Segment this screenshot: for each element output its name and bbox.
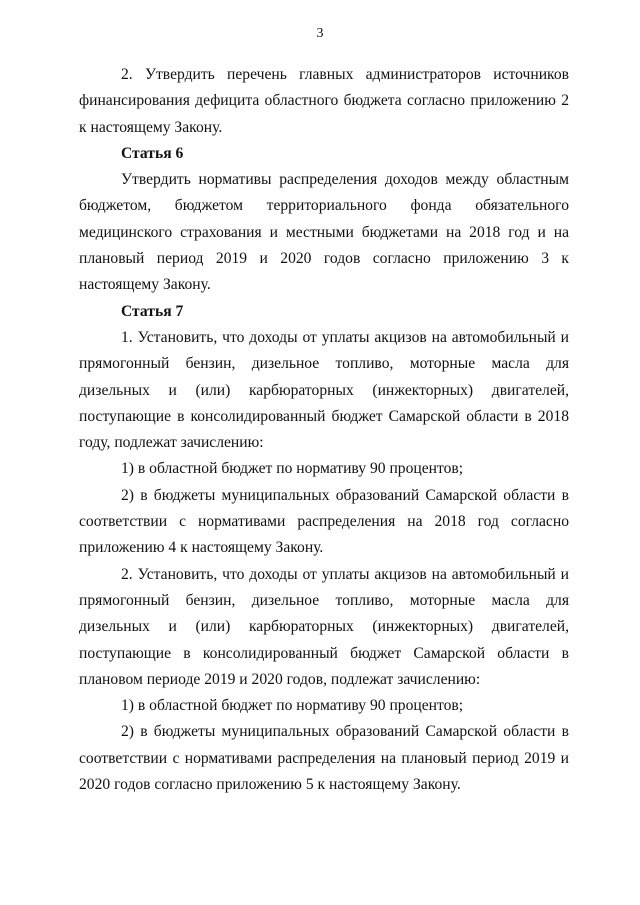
page-number: 3 <box>316 26 324 41</box>
article-7-part-2: 2. Установить, что доходы от уплаты акцизов на автомобильный и прямогонный бензин, дизельное топливо, моторные масла для дизельных и (или) карбюраторных (инжекторных) двигателей, поступающие в консолидированный бюджет Самарской области в плановом периоде 2019 и 2020 годов, подлежат зачислению: <box>79 565 569 688</box>
article-7-part-1-item-2: 2) в бюджеты муниципальных образований Самарской области в соответствии с нормативами распределения на 2018 год согласно приложению 4 к настоящему Закону. <box>79 486 569 557</box>
article-7-part-2-item-1: 1) в областной бюджет по нормативу 90 процентов; <box>121 697 464 715</box>
article-7-part-1-item-1: 1) в областной бюджет по нормативу 90 процентов; <box>121 460 464 478</box>
article-7-part-1: 1. Установить, что доходы от уплаты акцизов на автомобильный и прямогонный бензин, дизельное топливо, моторные масла для дизельных и (или) карбюраторных (инжекторных) двигателей, поступающие в консолидированный бюджет Самарской области в 2018 году, подлежат зачислению: <box>79 328 569 452</box>
document-body <box>79 62 569 798</box>
article-7-part-2-item-2: 2) в бюджеты муниципальных образований Самарской области в соответствии с нормативами распределения на плановый период 2019 и 2020 годов согласно приложению 5 к настоящему Закону. <box>79 723 569 794</box>
article-7-heading: Статья 7 <box>121 302 184 320</box>
article-6-text: Утвердить нормативы распределения доходов между областным бюджетом, бюджетом территориального фонда обязательного медицинского страхования и местными бюджетами на 2018 год и на плановый период 2019 и 2020 годов согласно приложению 3 к настоящему Закону. <box>79 171 569 294</box>
article-6-heading: Статья 6 <box>121 144 184 162</box>
paragraph-2-sources: 2. Утвердить перечень главных администраторов источников финансирования дефицита областного бюджета согласно приложению 2 к настоящему Закону. <box>79 66 569 136</box>
